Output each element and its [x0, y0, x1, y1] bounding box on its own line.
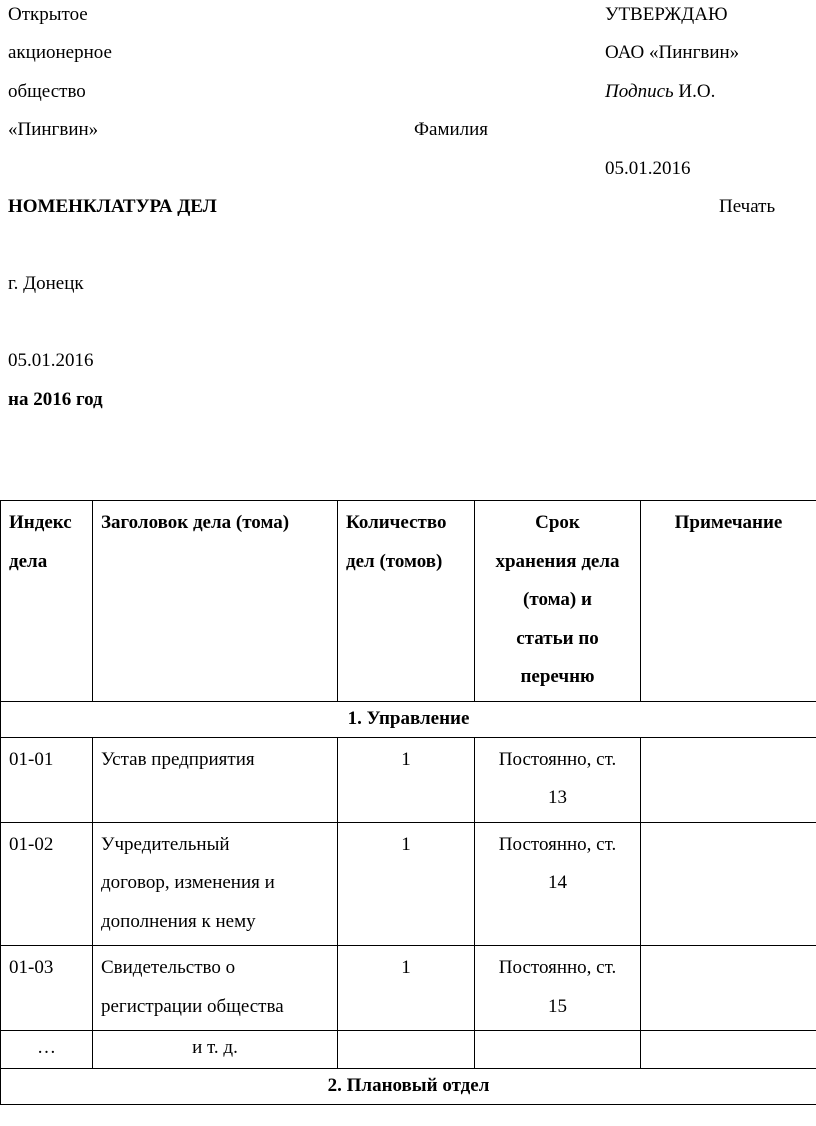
cell-count — [338, 1031, 475, 1069]
table-row — [1, 1031, 816, 1069]
document-year: на 2016 год — [8, 389, 103, 410]
cell-title: Свидетельство о регистрации общества — [93, 946, 338, 1031]
seal-label: Печать — [719, 196, 776, 217]
cell-note — [641, 1031, 816, 1069]
section-row — [1, 1069, 816, 1105]
approval-org: ОАО «Пингвин» — [605, 42, 740, 63]
cell-term: Постоянно, ст. 13 — [475, 737, 641, 822]
org-name-line-3: общество — [8, 81, 86, 102]
approval-title: УТВЕРЖДАЮ — [605, 4, 728, 25]
org-name-line-4: «Пингвин» — [8, 119, 99, 140]
header-title: Заголовок дела (тома) — [93, 501, 338, 702]
table-row — [1, 737, 816, 822]
cell-index: 01-03 — [1, 946, 93, 1031]
cell-note — [641, 737, 816, 822]
document-title: НОМЕНКЛАТУРА ДЕЛ — [8, 196, 217, 217]
cell-count: 1 — [338, 822, 475, 946]
table-header-row — [1, 501, 816, 702]
cell-count: 1 — [338, 946, 475, 1031]
cell-index: … — [1, 1031, 93, 1069]
section-1-title: 1. Управление — [1, 701, 816, 737]
section-row — [1, 701, 816, 737]
cell-term — [475, 1031, 641, 1069]
cell-note — [641, 946, 816, 1031]
header-note: Примечание — [641, 501, 816, 702]
header-term: Срок хранения дела (тома) и статьи по перечню — [475, 501, 641, 702]
cell-title: и т. д. — [93, 1031, 338, 1069]
section-2-title: 2. Плановый отдел — [1, 1069, 816, 1105]
approval-surname: Фамилия — [414, 119, 489, 140]
cell-index: 01-02 — [1, 822, 93, 946]
cell-term: Постоянно, ст. 14 — [475, 822, 641, 946]
approval-date: 05.01.2016 — [605, 158, 691, 179]
signature-initials: И.О. — [678, 81, 716, 102]
table-row — [1, 946, 816, 1031]
cell-term: Постоянно, ст. 15 — [475, 946, 641, 1031]
header-count: Количество дел (томов) — [338, 501, 475, 702]
nomenclature-table — [0, 500, 816, 1105]
org-name-line-1: Открытое — [8, 4, 88, 25]
document-city: г. Донецк — [8, 273, 84, 294]
org-name-line-2: акционерное — [8, 42, 112, 63]
signature-label: Подпись — [605, 81, 674, 102]
header-index: Индекс дела — [1, 501, 93, 702]
document-date: 05.01.2016 — [8, 350, 94, 371]
cell-title: Устав предприятия — [93, 737, 338, 822]
cell-note — [641, 822, 816, 946]
cell-index: 01-01 — [1, 737, 93, 822]
cell-title: Учредительный договор, изменения и дополнения к нему — [93, 822, 338, 946]
approval-signature — [605, 80, 715, 104]
cell-count: 1 — [338, 737, 475, 822]
table-row — [1, 822, 816, 946]
